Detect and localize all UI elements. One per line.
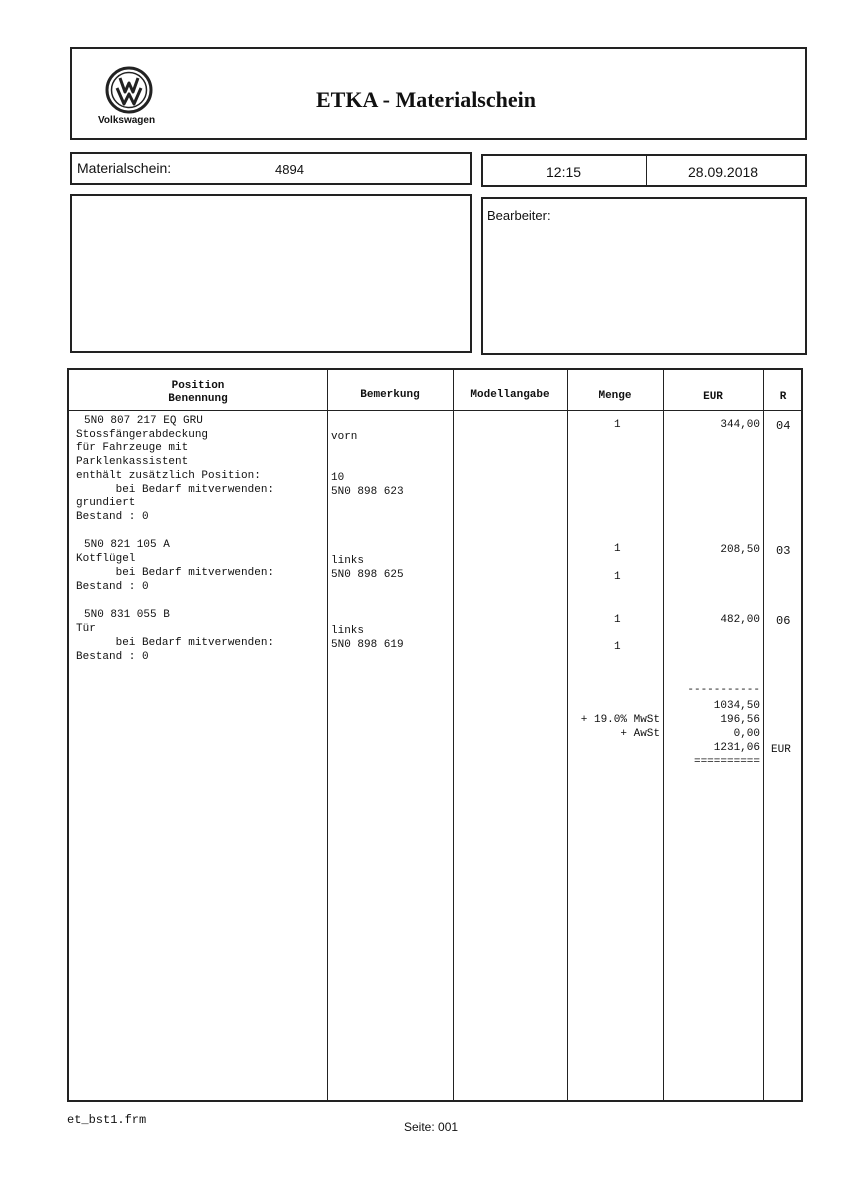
item-bemerkung: 5N0 898 619 (331, 639, 404, 651)
item-part-number: 5N0 807 217 EQ GRU (84, 415, 203, 427)
bearbeiter-label: Bearbeiter: (487, 208, 551, 223)
date-value: 28.09.2018 (688, 164, 759, 180)
mwst-label: + 19.0% MwSt (580, 714, 660, 726)
subtotal-value: 1034,50 (713, 700, 760, 712)
item-line: bei Bedarf mitverwenden: (76, 484, 275, 496)
page-title: ETKA - Materialschein (316, 87, 536, 112)
awst-label: + AwSt (620, 728, 660, 740)
item-r: 03 (776, 544, 791, 558)
item-line: für Fahrzeuge mit (76, 442, 189, 454)
mwst-value: 196,56 (720, 714, 760, 726)
datetime-divider (646, 156, 647, 185)
header-box (70, 47, 807, 140)
item-r: 04 (776, 419, 791, 433)
col-divider (327, 370, 328, 1100)
item-line: Bestand : 0 (76, 651, 149, 663)
header-benennung-label: Benennung (168, 393, 228, 405)
item-line: Parklenkassistent (76, 456, 189, 468)
header-menge: Menge (598, 390, 632, 402)
header-divider (69, 410, 801, 411)
header-position-label: Position (171, 380, 225, 392)
item-menge-sub: 1 (614, 641, 621, 653)
item-line: grundiert (76, 497, 136, 509)
header-modellangabe: Modellangabe (470, 389, 550, 401)
materialschein-box (70, 152, 472, 185)
item-menge: 1 (614, 614, 621, 626)
item-part-number: 5N0 821 105 A (84, 539, 170, 551)
item-r: 06 (776, 614, 791, 628)
page-number: Seite: 001 (404, 1120, 459, 1134)
address-box (70, 194, 472, 353)
total-value: 1231,06 (713, 742, 760, 754)
bearbeiter-box (481, 197, 807, 355)
item-bemerkung: 5N0 898 625 (331, 569, 404, 581)
item-line: bei Bedarf mitverwenden: (76, 637, 275, 649)
item-bemerkung: vorn (331, 431, 358, 443)
materialschein-label: Materialschein: (77, 160, 172, 176)
time-value: 12:15 (546, 164, 582, 180)
col-divider (453, 370, 454, 1100)
item-bemerkung: 5N0 898 623 (331, 486, 404, 498)
item-bemerkung: links (331, 625, 365, 637)
header-eur: EUR (703, 391, 723, 403)
header-position (69, 380, 327, 406)
vw-logo (105, 66, 153, 114)
item-menge: 1 (614, 419, 621, 431)
item-line: Tür (76, 623, 96, 635)
item-line: bei Bedarf mitverwenden: (76, 567, 275, 579)
total-double-separator: ========== (693, 756, 760, 768)
brand-name: Volkswagen (98, 115, 156, 126)
item-bemerkung: links (331, 555, 365, 567)
item-line: Stossfängerabdeckung (76, 429, 209, 441)
materialschein-number: 4894 (275, 162, 304, 177)
item-line: Bestand : 0 (76, 581, 149, 593)
item-price: 344,00 (720, 419, 760, 431)
col-divider (763, 370, 764, 1100)
header-bemerkung: Bemerkung (360, 389, 420, 401)
item-line: Kotflügel (76, 553, 136, 565)
totals-separator: ----------- (687, 684, 760, 696)
awst-value: 0,00 (733, 728, 760, 740)
item-line: Bestand : 0 (76, 511, 149, 523)
item-price: 208,50 (720, 544, 760, 556)
item-menge: 1 (614, 543, 621, 555)
item-price: 482,00 (720, 614, 760, 626)
total-currency: EUR (771, 744, 791, 756)
item-menge-sub: 1 (614, 571, 621, 583)
header-r: R (779, 391, 787, 403)
item-bemerkung: 10 (331, 472, 345, 484)
item-part-number: 5N0 831 055 B (84, 609, 170, 621)
item-line: enthält zusätzlich Position: (76, 470, 261, 482)
form-name: et_bst1.frm (67, 1113, 147, 1127)
datetime-box (481, 154, 807, 187)
